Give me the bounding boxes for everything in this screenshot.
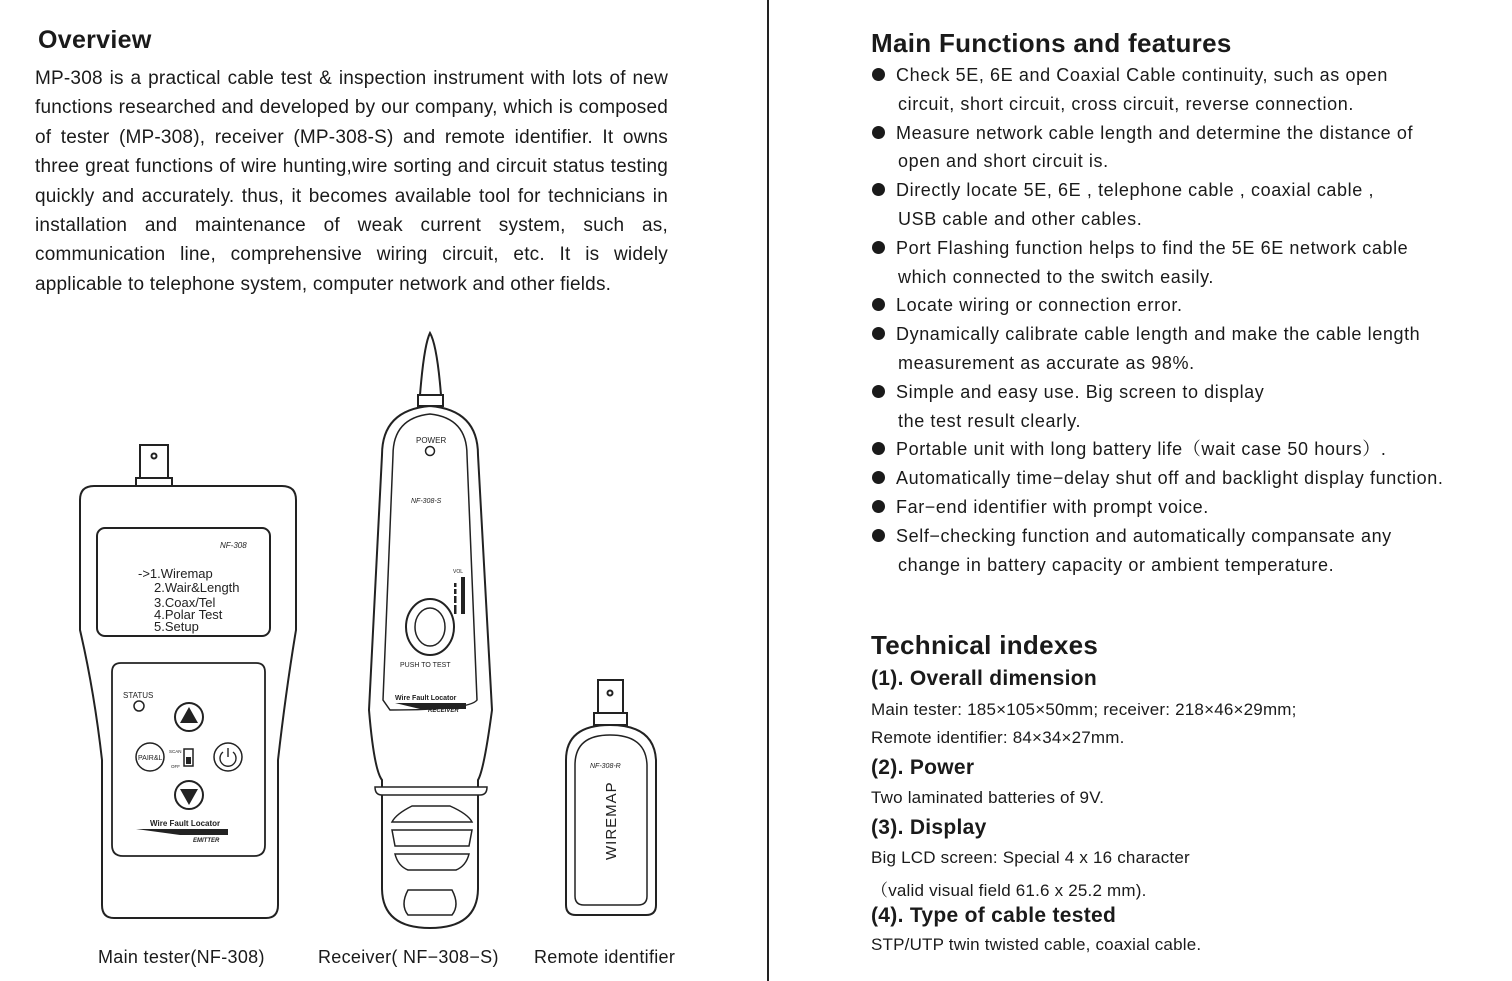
overview-title: Overview [38, 26, 152, 54]
status-label: STATUS [123, 691, 154, 700]
tester-model-label: NF-308 [220, 541, 247, 550]
caption-receiver: Receiver( NF−308−S) [318, 947, 499, 967]
remote-model-label: NF-308-R [590, 763, 621, 770]
push-to-test-label: PUSH TO TEST [400, 662, 451, 669]
dimension-heading: (1). Overall dimension [871, 667, 1097, 690]
receiver-model-label: NF-308-S [411, 498, 442, 505]
scan-label: SCAN [169, 749, 182, 754]
bullet-icon [872, 68, 885, 81]
bullet-icon [872, 500, 885, 513]
receiver-sub-brand: RECEIVER [428, 708, 459, 714]
tester-brand: Wire Fault Locator [150, 819, 221, 828]
lcd-menu-item: 4.Polar Test [154, 607, 223, 622]
pair-button-label: PAIR&L [138, 755, 163, 762]
lcd-menu-item: ->1.Wiremap [138, 566, 213, 581]
dimension-line: Main tester: 185×105×50mm; receiver: 218×46×29mm; [871, 700, 1297, 719]
bullet-icon [872, 241, 885, 254]
overview-paragraph: MP-308 is a practical cable test & inspection instrument with lots of new functions researched and developed by our company, which is composed of tester (MP-308), receiver (MP-308-S) and remote identifier. It owns three great functions of wire hunting,wire sorting and circuit status testing quickly and accurately. thus, it becomes available tool for technicians in installation and maintenance of weak current system, such as, communication line, comprehensive wiring circuit, etc. It is widely applicable to telephone system, computer network and other fields. [35, 68, 668, 295]
off-label: OFF [171, 764, 180, 769]
dimension-line: Remote identifier: 84×34×27mm. [871, 728, 1125, 747]
page-divider [767, 0, 769, 981]
technical-title: Technical indexes [871, 630, 1099, 660]
caption-remote-identifier: Remote identifier [534, 947, 676, 967]
bullet-icon [872, 327, 885, 340]
device-illustration [70, 328, 710, 938]
bullet-icon [872, 385, 885, 398]
power-label: POWER [416, 436, 447, 445]
vol-label: VOL [453, 569, 464, 575]
feature-item: Check 5E, 6E and Coaxial Cable continuity, such as open circuit, short circuit, cross circuit, reverse connection. [872, 61, 1512, 119]
bullet-icon [872, 529, 885, 542]
feature-item: Dynamically calibrate cable length and make the cable length measurement as accurate as 98%. [872, 320, 1512, 378]
bullet-icon [872, 298, 885, 311]
feature-item: Locate wiring or connection error. [872, 291, 1512, 320]
feature-item: Simple and easy use. Big screen to display the test result clearly. [872, 378, 1512, 436]
bullet-icon [872, 126, 885, 139]
caption-main-tester: Main tester(NF-308) [98, 947, 265, 967]
feature-item: Far−end identifier with prompt voice. [872, 493, 1512, 522]
receiver-brand: Wire Fault Locator [395, 695, 457, 702]
cable-line: STP/UTP twin twisted cable, coaxial cable. [871, 935, 1202, 954]
bullet-icon [872, 442, 885, 455]
power-heading: (2). Power [871, 756, 975, 779]
feature-item: Automatically time−delay shut off and backlight display function. [872, 464, 1512, 493]
lcd-menu-item: 2.Wair&Length [154, 580, 240, 595]
feature-item: Directly locate 5E, 6E , telephone cable , coaxial cable , USB cable and other cables. [872, 176, 1512, 234]
lcd-menu-item: 3.Coax/Tel [154, 595, 216, 610]
display-line: （valid visual field 61.6 x 25.2 mm). [871, 881, 1147, 900]
receiver-drawing [369, 333, 492, 928]
lcd-menu-item: 5.Setup [154, 619, 199, 634]
display-heading: (3). Display [871, 816, 987, 839]
feature-item: Port Flashing function helps to find the 5E 6E network cable which connected to the switch easily. [872, 234, 1512, 292]
bullet-icon [872, 183, 885, 196]
main-tester-drawing [80, 445, 296, 918]
tester-sub-brand: EMITTER [193, 838, 220, 844]
features-list [872, 61, 1512, 579]
features-title: Main Functions and features [871, 28, 1232, 58]
remote-wiremap-label: WIREMAP [603, 781, 620, 860]
power-line: Two laminated batteries of 9V. [871, 788, 1105, 807]
cable-heading: (4). Type of cable tested [871, 904, 1117, 927]
feature-item: Portable unit with long battery life（wait case 50 hours）. [872, 435, 1512, 464]
feature-item: Measure network cable length and determine the distance of open and short circuit is. [872, 119, 1512, 177]
display-line: Big LCD screen: Special 4 x 16 character [871, 848, 1190, 867]
bullet-icon [872, 471, 885, 484]
feature-item: Self−checking function and automatically compansate any change in battery capacity or ambient temperature. [872, 522, 1512, 580]
